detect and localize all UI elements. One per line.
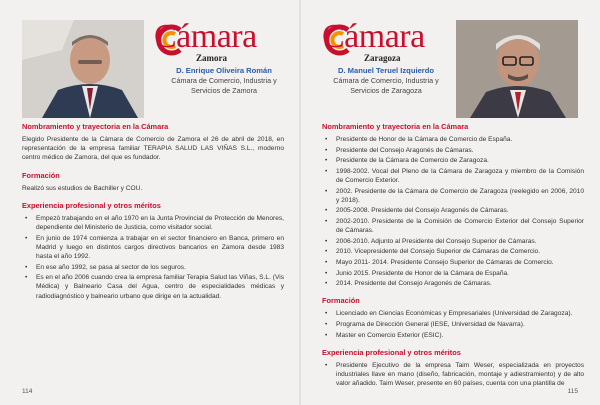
logo-wordmark: Cámara — [154, 18, 257, 55]
person-block — [318, 66, 454, 96]
section-title-formacion: Formación — [322, 296, 360, 306]
section-title-nombramiento: Nombramiento y trayectoria en la Cámara — [322, 122, 469, 131]
page-number: 115 — [567, 388, 578, 395]
list-item: • Licenciado en Ciencias Económicas y Empresariales (Universidad de Zaragoza). — [322, 309, 584, 318]
section-title-formacion: Formación — [22, 170, 60, 180]
portrait-photo-zamora — [22, 20, 144, 118]
list-item: • 2002. Presidente de la Cámara de Comercio de Zaragoza (reelegido en 2006, 2010 y 2018). — [322, 187, 584, 205]
person-role: Cámara de Comercio, Industria y Servicios de Zamora — [171, 76, 277, 95]
camara-logo-zamora — [154, 20, 284, 64]
list-item: • Programa de Dirección General (IESE, Universidad de Navarra). — [322, 320, 584, 329]
person-block — [156, 66, 292, 96]
logo-region: Zamora — [196, 53, 227, 63]
nombramiento-text: Elegido Presidente de la Cámara de Comercio de Zamora el 26 de abril de 2018, en representación de la empresa familiar TERAPIA SALUD LAS VIÑAS S.L., moderno centro médico de Zamora, del que es fundador. — [22, 136, 284, 162]
nombramiento-list — [322, 135, 584, 288]
list-item: • Mayo 2011- 2014. Presidente Consejo Superior de Cámaras de Comercio. — [322, 258, 584, 267]
list-item: • Es en el año 2006 cuando crea la empresa familiar Terapia Salud las Viñas, S.L. (Vis Médica) y Balneario Casa del Agua, centro de especialidades médicas y radiodiagnóstico y balneario urbano que dirige en la actualidad. — [22, 273, 284, 301]
section-title-nombramiento: Nombramiento y trayectoria en la Cámara — [22, 122, 169, 131]
list-item: • Master en Comercio Exterior (ESIC). — [322, 331, 584, 340]
section-title-experiencia: Experiencia profesional y otros méritos — [322, 347, 461, 357]
left-content — [22, 122, 284, 309]
person-name: D. Manuel Teruel Izquierdo — [337, 66, 435, 75]
formacion-text: Realizó sus estudios de Bachiller y COU. — [22, 184, 143, 192]
camara-logo-zaragoza — [322, 20, 452, 64]
formacion-list — [322, 309, 584, 339]
list-item: • 2006-2010. Adjunto al Presidente del Consejo Superior de Cámaras. — [322, 237, 584, 246]
list-item: • 2010. Vicepresidente del Consejo Superior de Cámaras de Comercio. — [322, 247, 584, 256]
list-item: • Presidente de Honor de la Cámara de Comercio de España. — [322, 135, 584, 144]
section-title-experiencia: Experiencia profesional y otros méritos — [22, 200, 161, 210]
portrait-photo-zaragoza — [456, 20, 578, 118]
list-item: • Empezó trabajando en el año 1970 en la Junta Provincial de Protección de Menores, dependiente del Ministerio de Justicia, como visitador social. — [22, 214, 284, 232]
list-item: • Presidente del Consejo Aragonés de Cámaras. — [322, 146, 584, 155]
list-item: • Junio 2015. Presidente de Honor de la Cámara de España. — [322, 269, 584, 278]
page-number: 114 — [22, 388, 33, 395]
list-item: • En ese año 1992, se pasa al sector de los seguros. — [22, 263, 284, 272]
list-item: • Presidente Ejecutivo de la empresa Taim Weser, especializada en proyectos industriales llave en mano (diseño, fabricación, montaje y adiestramiento) y de alto valor añadido. Taim Weser, presente en 60 países, cuenta con una plantilla de — [322, 361, 584, 389]
list-item: • En junio de 1974 comienza a trabajar en el sector financiero en Banca, primero en Madrid y luego en distintos cargos directivos bancarios en Zamora desde 1983 hasta el año 1992. — [22, 234, 284, 262]
right-content — [322, 122, 584, 396]
right-page — [300, 0, 600, 405]
logo-wordmark: Cámara — [322, 18, 425, 55]
person-name: D. Enrique Oliveira Román — [176, 66, 272, 75]
experiencia-list — [22, 214, 284, 301]
list-item: • 2002-2010. Presidente de la Comisión de Comercio Exterior del Consejo Superior de Cámaras. — [322, 217, 584, 235]
person-role: Cámara de Comercio, Industria y Servicios de Zaragoza — [333, 76, 439, 95]
experiencia-list — [322, 361, 584, 389]
logo-region: Zaragoza — [364, 53, 401, 63]
list-item: • Presidente de la Cámara de Comercio de Zaragoza. — [322, 156, 584, 165]
list-item: • 2014. Presidente del Consejo Aragonés de Cámaras. — [322, 279, 584, 288]
list-item: • 2005-2008. Presidente del Consejo Aragonés de Cámaras. — [322, 206, 584, 215]
list-item: • 1998-2002. Vocal del Pleno de la Cámara de Zaragoza y miembro de la Comisión de Comercio Exterior. — [322, 167, 584, 185]
